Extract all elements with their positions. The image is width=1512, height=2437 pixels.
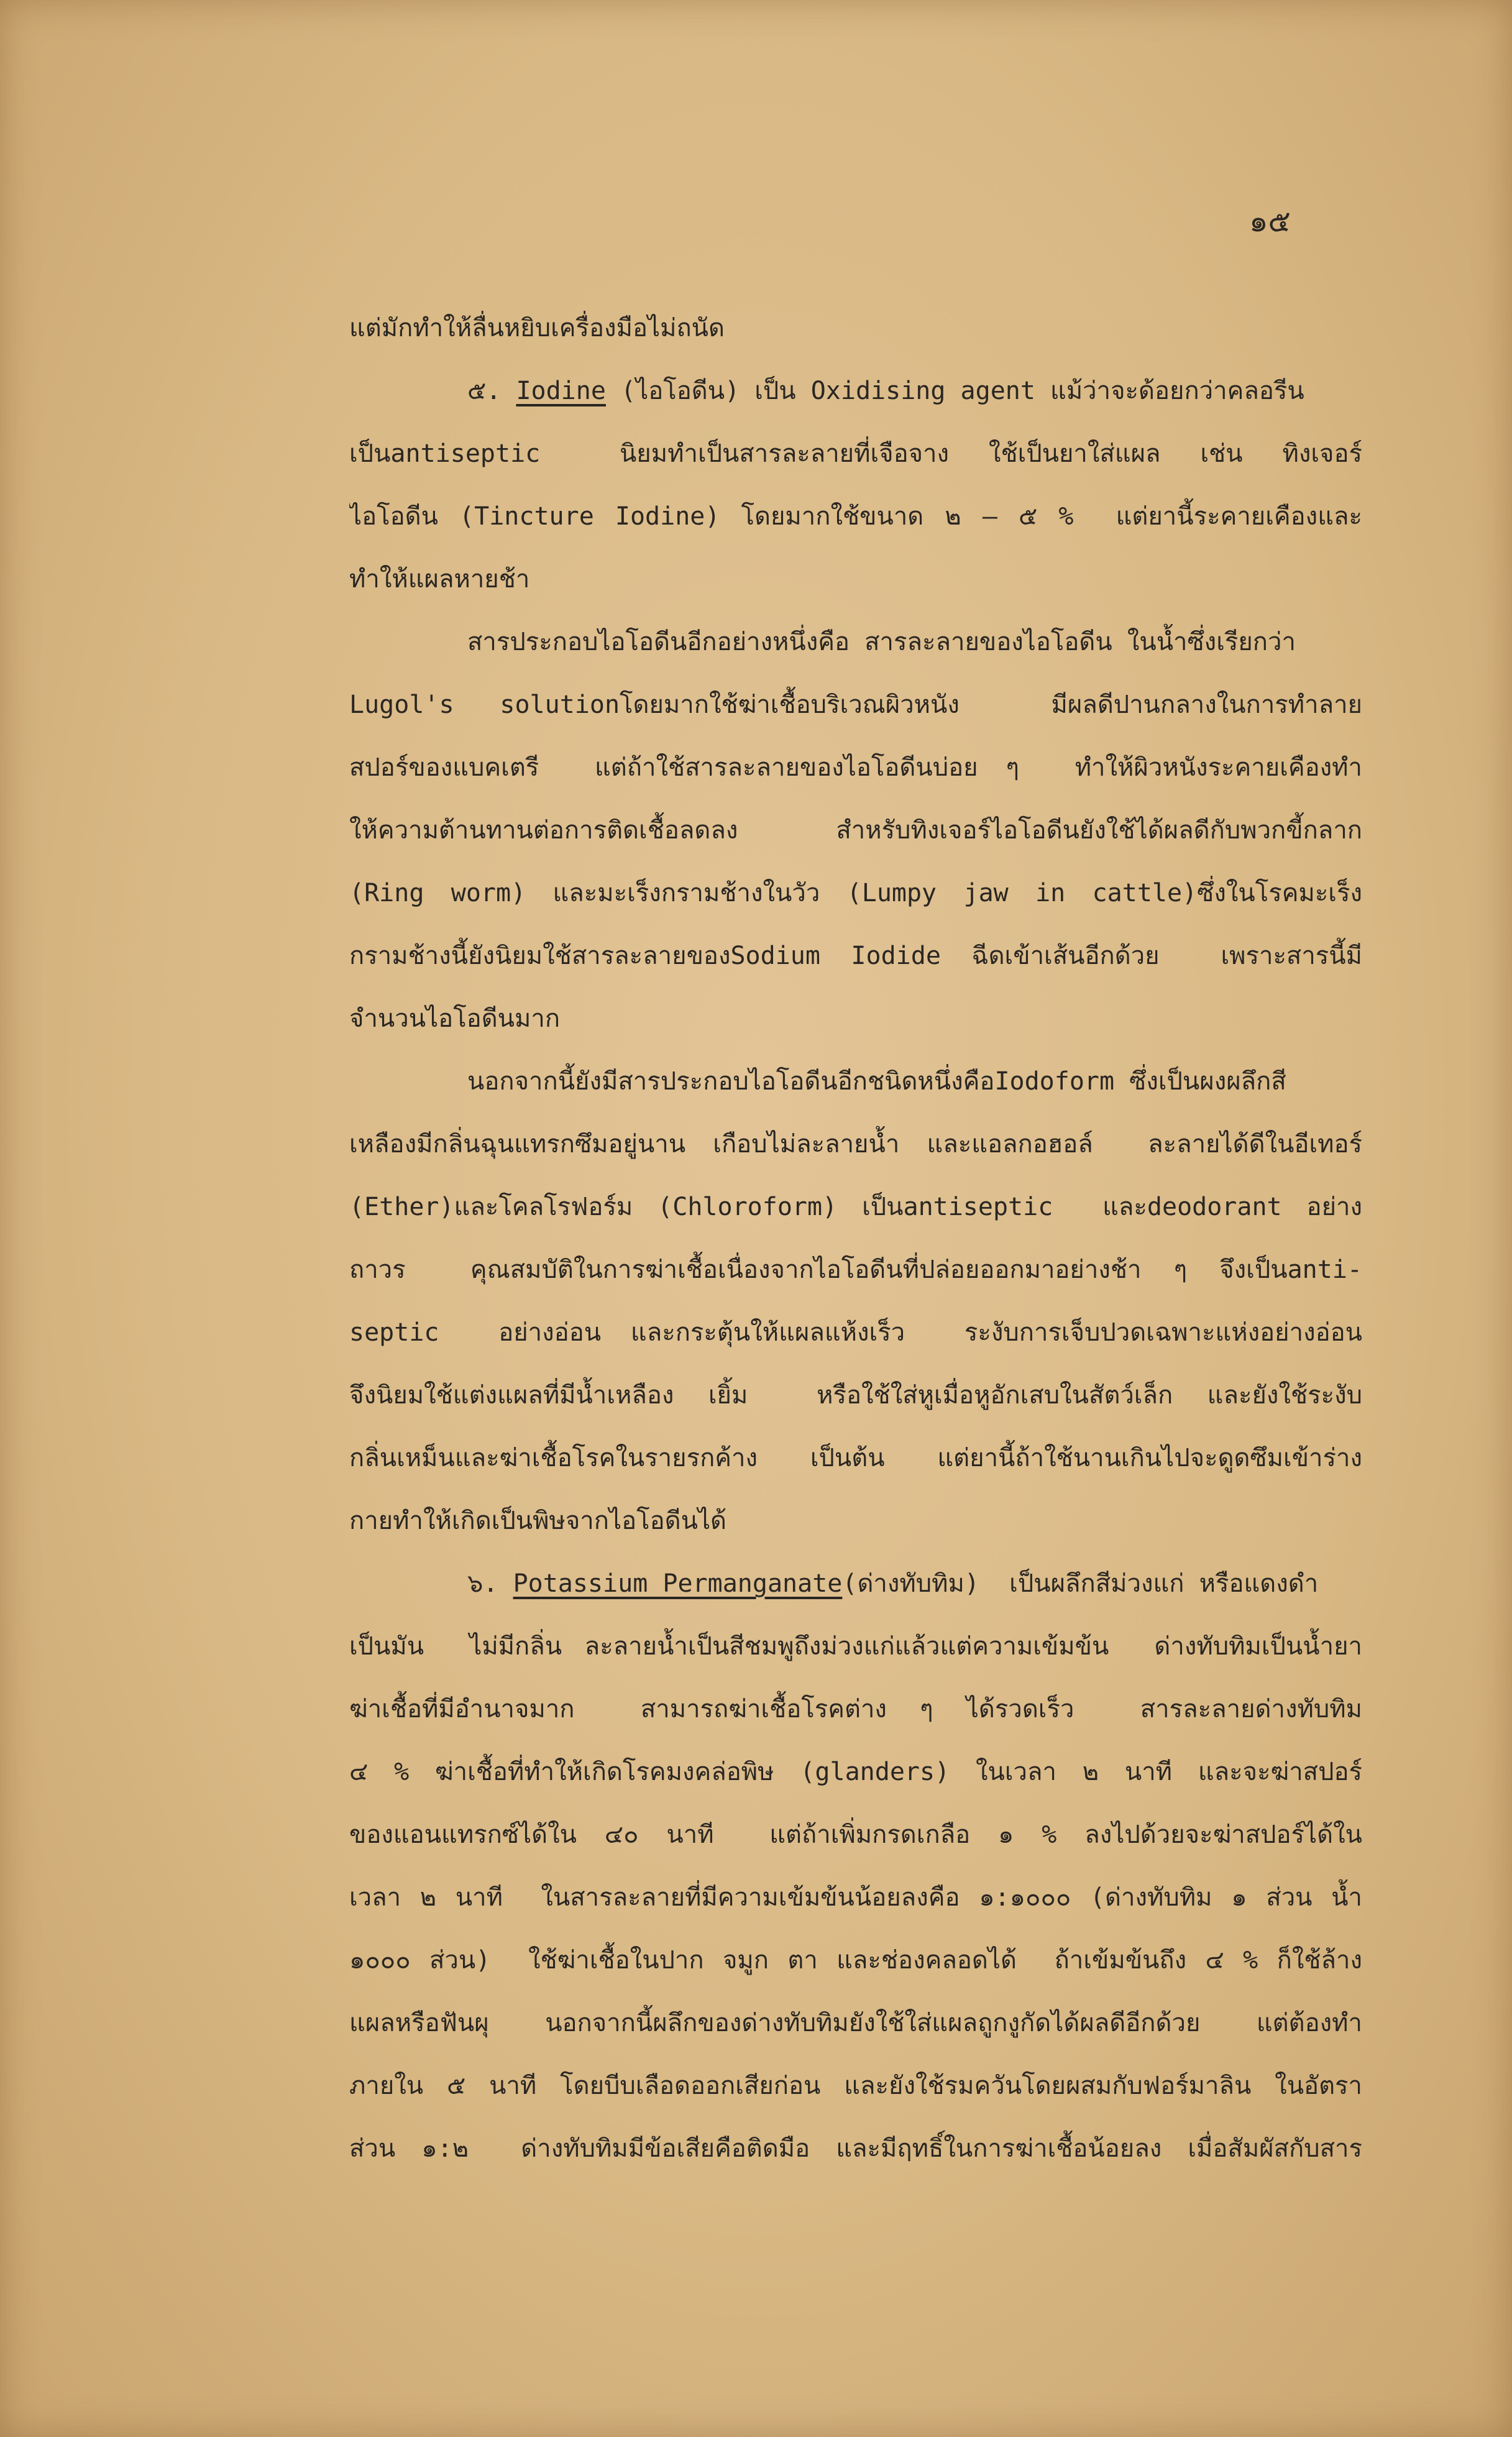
- text-line: เป็นantiseptic นิยมทำเป็นสารละลายที่เจือจาง ใช้เป็นยาใส่แผล เช่น ทิงเจอร์: [349, 439, 1362, 468]
- text-line: [349, 360, 1362, 423]
- text-line: ให้ความต้านทานต่อการติดเชื้อลดลง สำหรับทิงเจอร์ไอโอดีนยังใช้ได้ผลดีกับพวกขี้กลาก: [349, 816, 1362, 845]
- text-segment: ๕.: [467, 377, 516, 405]
- text-line: ทำให้แผลหายช้า: [349, 565, 530, 594]
- body-text: [349, 297, 1362, 2180]
- underlined-heading-term: Potassium Permanganate: [513, 1569, 843, 1598]
- text-line: กายทำให้เกิดเป็นพิษจากไอโอดีนได้: [349, 1507, 727, 1535]
- text-line: จึงนิยมใช้แต่งแผลที่มีน้ำเหลือง เยิ้ม หรือใช้ใส่หูเมื่อหูอักเสบในสัตว์เล็ก และยังใช้ระงับ: [349, 1381, 1362, 1410]
- text-line: กลิ่นเหม็นและฆ่าเชื้อโรคในรายรกค้าง เป็นต้น แต่ยานี้ถ้าใช้นานเกินไปจะดูดซึมเข้าร่าง: [349, 1444, 1362, 1472]
- text-line: ส่วน ๑:๒ ด่างทับทิมมีข้อเสียคือติดมือ และมีฤทธิ์ในการฆ่าเชื้อน้อยลง เมื่อสัมผัสกับสาร: [349, 2134, 1362, 2163]
- text-line: (Ether)และโคลโรฟอร์ม (Chloroform) เป็นantiseptic และdeodorant อย่าง: [349, 1193, 1362, 1221]
- text-line: ถาวร คุณสมบัติในการฆ่าเชื้อเนื่องจากไอโอดีนที่ปล่อยออกมาอย่างช้า ๆ จึงเป็นanti-: [349, 1255, 1362, 1284]
- text-line: ภายใน ๕ นาที โดยบีบเลือดออกเสียก่อน และยังใช้รมควันโดยผสมกับฟอร์มาลิน ในอัตรา: [349, 2072, 1362, 2100]
- text-line: ๑๐๐๐ ส่วน) ใช้ฆ่าเชื้อในปาก จมูก ตา และช่องคลอดได้ ถ้าเข้มข้นถึง ๔ % ก็ใช้ล้าง: [349, 1946, 1362, 1975]
- text-segment: (ไอโอดีน) เป็น Oxidising agent แม้ว่าจะด้อยกว่าคลอรีน: [605, 377, 1304, 405]
- text-line: [349, 1553, 1362, 1615]
- text-line: เวลา ๒ นาที ในสารละลายที่มีความเข้มข้นน้อยลงคือ ๑:๑๐๐๐ (ด่างทับทิม ๑ ส่วน น้ำ: [349, 1883, 1362, 1912]
- text-line: กรามช้างนี้ยังนิยมใช้สารละลายของSodium Iodide ฉีดเข้าเส้นอีกด้วย เพราะสารนี้มี: [349, 942, 1362, 970]
- text-line: นอกจากนี้ยังมีสารประกอบไอโอดีนอีกชนิดหนึ่งคือIodoform ซึ่งเป็นผงผลึกสี: [467, 1067, 1286, 1096]
- text-line: แผลหรือฟันผุ นอกจากนี้ผลึกของด่างทับทิมยังใช้ใส่แผลถูกงูกัดได้ผลดีอีกด้วย แต่ต้องทำ: [349, 2009, 1362, 2037]
- text-line: สารประกอบไอโอดีนอีกอย่างหนึ่งคือ สารละลายของไอโอดีน ในน้ำซึ่งเรียกว่า: [467, 628, 1296, 656]
- text-line: (Ring worm) และมะเร็งกรามช้างในวัว (Lumpy jaw in cattle)ซึ่งในโรคมะเร็ง: [349, 879, 1362, 907]
- text-segment: (ด่างทับทิม) เป็นผลึกสีม่วงแก่ หรือแดงดำ: [842, 1569, 1319, 1598]
- text-line: จำนวนไอโอดีนมาก: [349, 1004, 561, 1033]
- underlined-heading-term: Iodine: [516, 377, 606, 405]
- text-line: Lugol's solutionโดยมากใช้ฆ่าเชื้อบริเวณผิวหนัง มีผลดีปานกลางในการทำลาย: [349, 691, 1362, 719]
- text-line: แต่มักทำให้ลื่นหยิบเครื่องมือไม่ถนัด: [349, 314, 725, 342]
- page-number: ๑๕: [1249, 204, 1291, 239]
- text-line: ไอโอดีน (Tincture Iodine) โดยมากใช้ขนาด ๒ – ๕ % แต่ยานี้ระคายเคืองและ: [349, 502, 1362, 531]
- text-segment: ๖.: [467, 1569, 513, 1598]
- text-line: ของแอนแทรกซ์ได้ใน ๔๐ นาที แต่ถ้าเพิ่มกรดเกลือ ๑ % ลงไปด้วยจะฆ่าสปอร์ได้ใน: [349, 1820, 1362, 1849]
- text-line: เหลืองมีกลิ่นฉุนแทรกซึมอยู่นาน เกือบไม่ละลายน้ำ และแอลกอฮอล์ ละลายได้ดีในอีเทอร์: [349, 1130, 1362, 1159]
- text-line: สปอร์ของแบคเตรี แต่ถ้าใช้สารละลายของไอโอดีนบ่อย ๆ ทำให้ผิวหนังระคายเคืองทำ: [349, 753, 1362, 782]
- text-line: เป็นมัน ไม่มีกลิ่น ละลายน้ำเป็นสีชมพูถึงม่วงแก่แล้วแต่ความเข้มข้น ด่างทับทิมเป็นน้ำยา: [349, 1632, 1362, 1661]
- text-line: ๔ % ฆ่าเชื้อที่ทำให้เกิดโรคมงคล่อพิษ (glanders) ในเวลา ๒ นาที และจะฆ่าสปอร์: [349, 1758, 1362, 1786]
- text-line: septic อย่างอ่อน และกระตุ้นให้แผลแห้งเร็ว ระงับการเจ็บปวดเฉพาะแห่งอย่างอ่อน: [349, 1318, 1362, 1347]
- text-line: ฆ่าเชื้อที่มีอำนาจมาก สามารถฆ่าเชื้อโรคต่าง ๆ ได้รวดเร็ว สารละลายด่างทับทิม: [349, 1695, 1362, 1723]
